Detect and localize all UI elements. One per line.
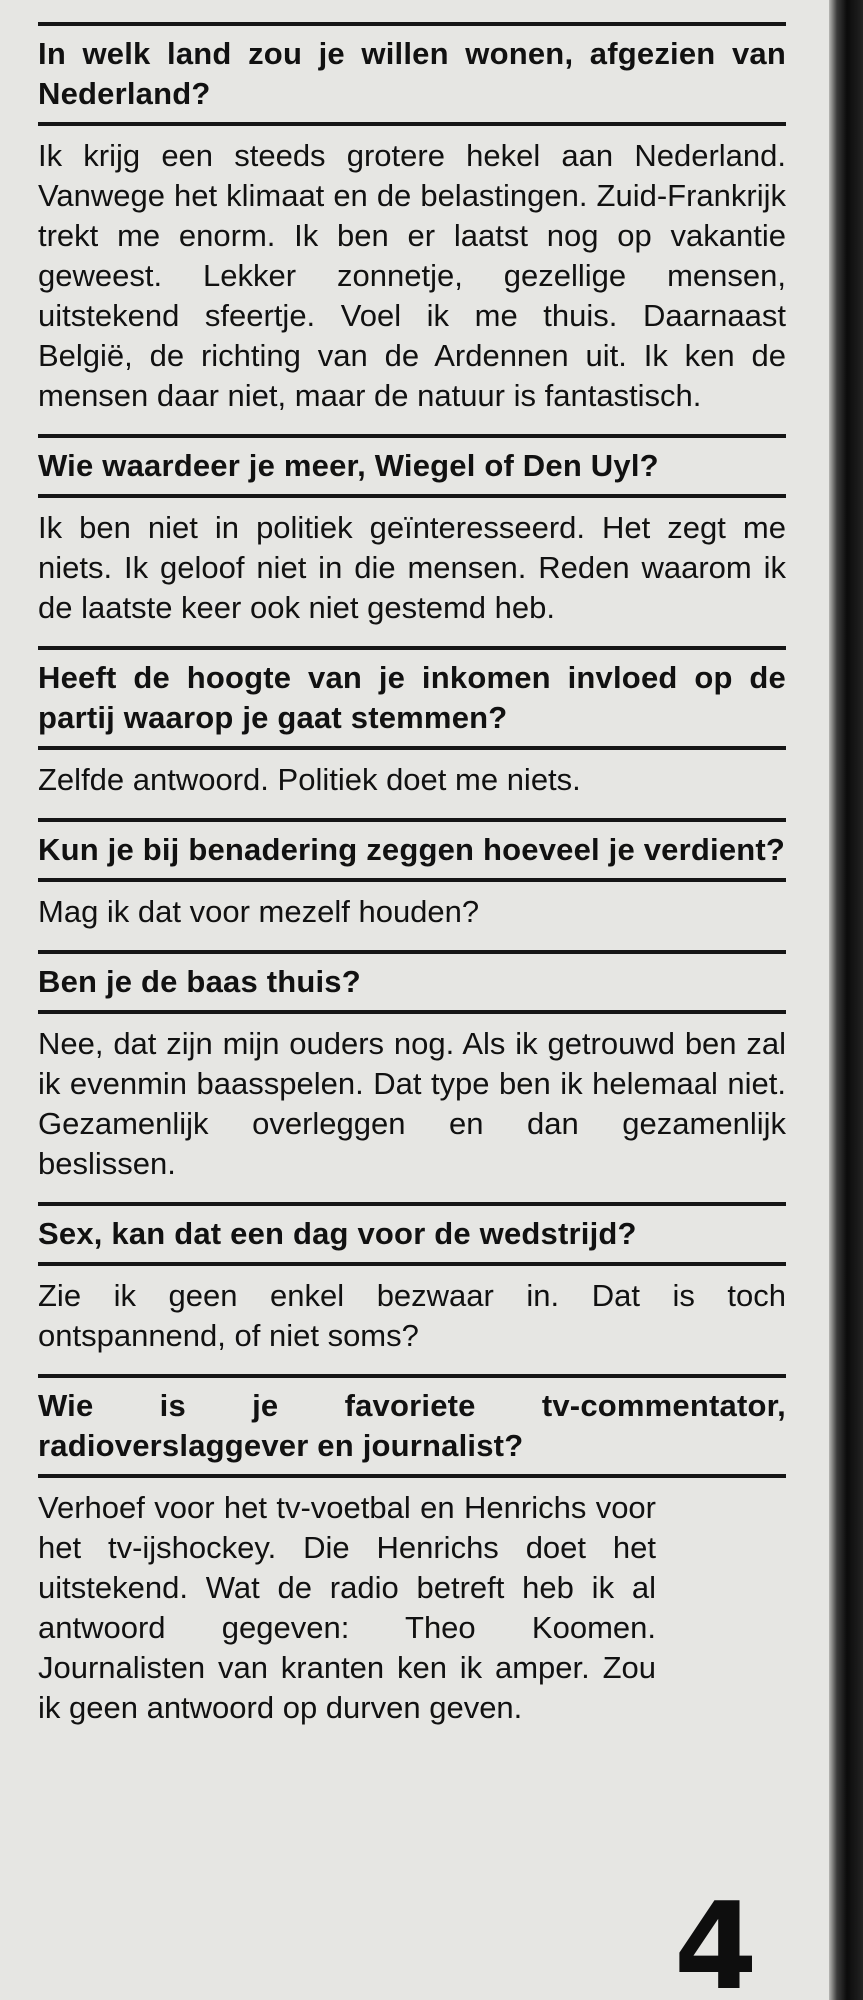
question-6: Sex, kan dat een dag voor de wedstrijd?	[38, 1216, 637, 1251]
answer-7: Verhoef voor het tv-voetbal en Henrichs voor het tv-ijshockey. Die Henrichs doet het uitstekend. Wat de radio betreft heb ik al antwoord gegeven: Theo Koomen. Journalisten van kranten ken ik amper. Zou ik geen antwoord op durven geven.	[38, 1490, 656, 1725]
answer-block	[38, 882, 786, 944]
answer-2: Ik ben niet in politiek geïnteresseerd. Het zegt me niets. Ik geloof niet in die mensen. Reden waarom ik de laatste keer ook niet gestemd heb.	[38, 510, 786, 625]
answer-block	[38, 498, 786, 640]
answer-1: Ik krijg een steeds grotere hekel aan Nederland. Vanwege het klimaat en de belastingen. Zuid-Frankrijk trekt me enorm. Ik ben er laatst nog op vakantie geweest. Lekker zonnetje, gezellige mensen, uitstekend sfeertje. Voel ik me thuis. Daarnaast België, de richting van de Ardennen uit. Ik ken de mensen daar niet, maar de natuur is fantastisch.	[38, 138, 786, 413]
interview-column	[38, 0, 786, 2000]
answer-5: Nee, dat zijn mijn ouders nog. Als ik getrouwd ben zal ik evenmin baasspelen. Dat type ben ik helemaal niet. Gezamenlijk overleggen en dan gezamenlijk beslissen.	[38, 1026, 786, 1181]
page-edge-shadow	[829, 0, 863, 2000]
answer-4: Mag ik dat voor mezelf houden?	[38, 894, 480, 929]
question-7: Wie is je favoriete tv-commentator, radioverslaggever en journalist?	[38, 1388, 786, 1463]
question-block	[38, 26, 786, 122]
answer-block	[38, 1014, 786, 1196]
answer-6: Zie ik geen enkel bezwaar in. Dat is toch ontspannend, of niet soms?	[38, 1278, 786, 1353]
question-5: Ben je de baas thuis?	[38, 964, 361, 999]
question-block	[38, 822, 786, 878]
page-number: 4	[674, 1878, 758, 2000]
question-block	[38, 650, 786, 746]
question-2: Wie waardeer je meer, Wiegel of Den Uyl?	[38, 448, 659, 483]
question-block	[38, 438, 786, 494]
question-3: Heeft de hoogte van je inkomen invloed op de partij waarop je gaat stemmen?	[38, 660, 786, 735]
answer-block	[38, 750, 786, 812]
question-block	[38, 1378, 786, 1474]
question-1: In welk land zou je willen wonen, afgezien van Nederland?	[38, 36, 786, 111]
question-block	[38, 954, 786, 1010]
question-block	[38, 1206, 786, 1262]
answer-block	[38, 126, 786, 428]
answer-block	[38, 1478, 786, 1740]
answer-block	[38, 1266, 786, 1368]
answer-3: Zelfde antwoord. Politiek doet me niets.	[38, 762, 581, 797]
question-4: Kun je bij benadering zeggen hoeveel je verdient?	[38, 832, 786, 867]
